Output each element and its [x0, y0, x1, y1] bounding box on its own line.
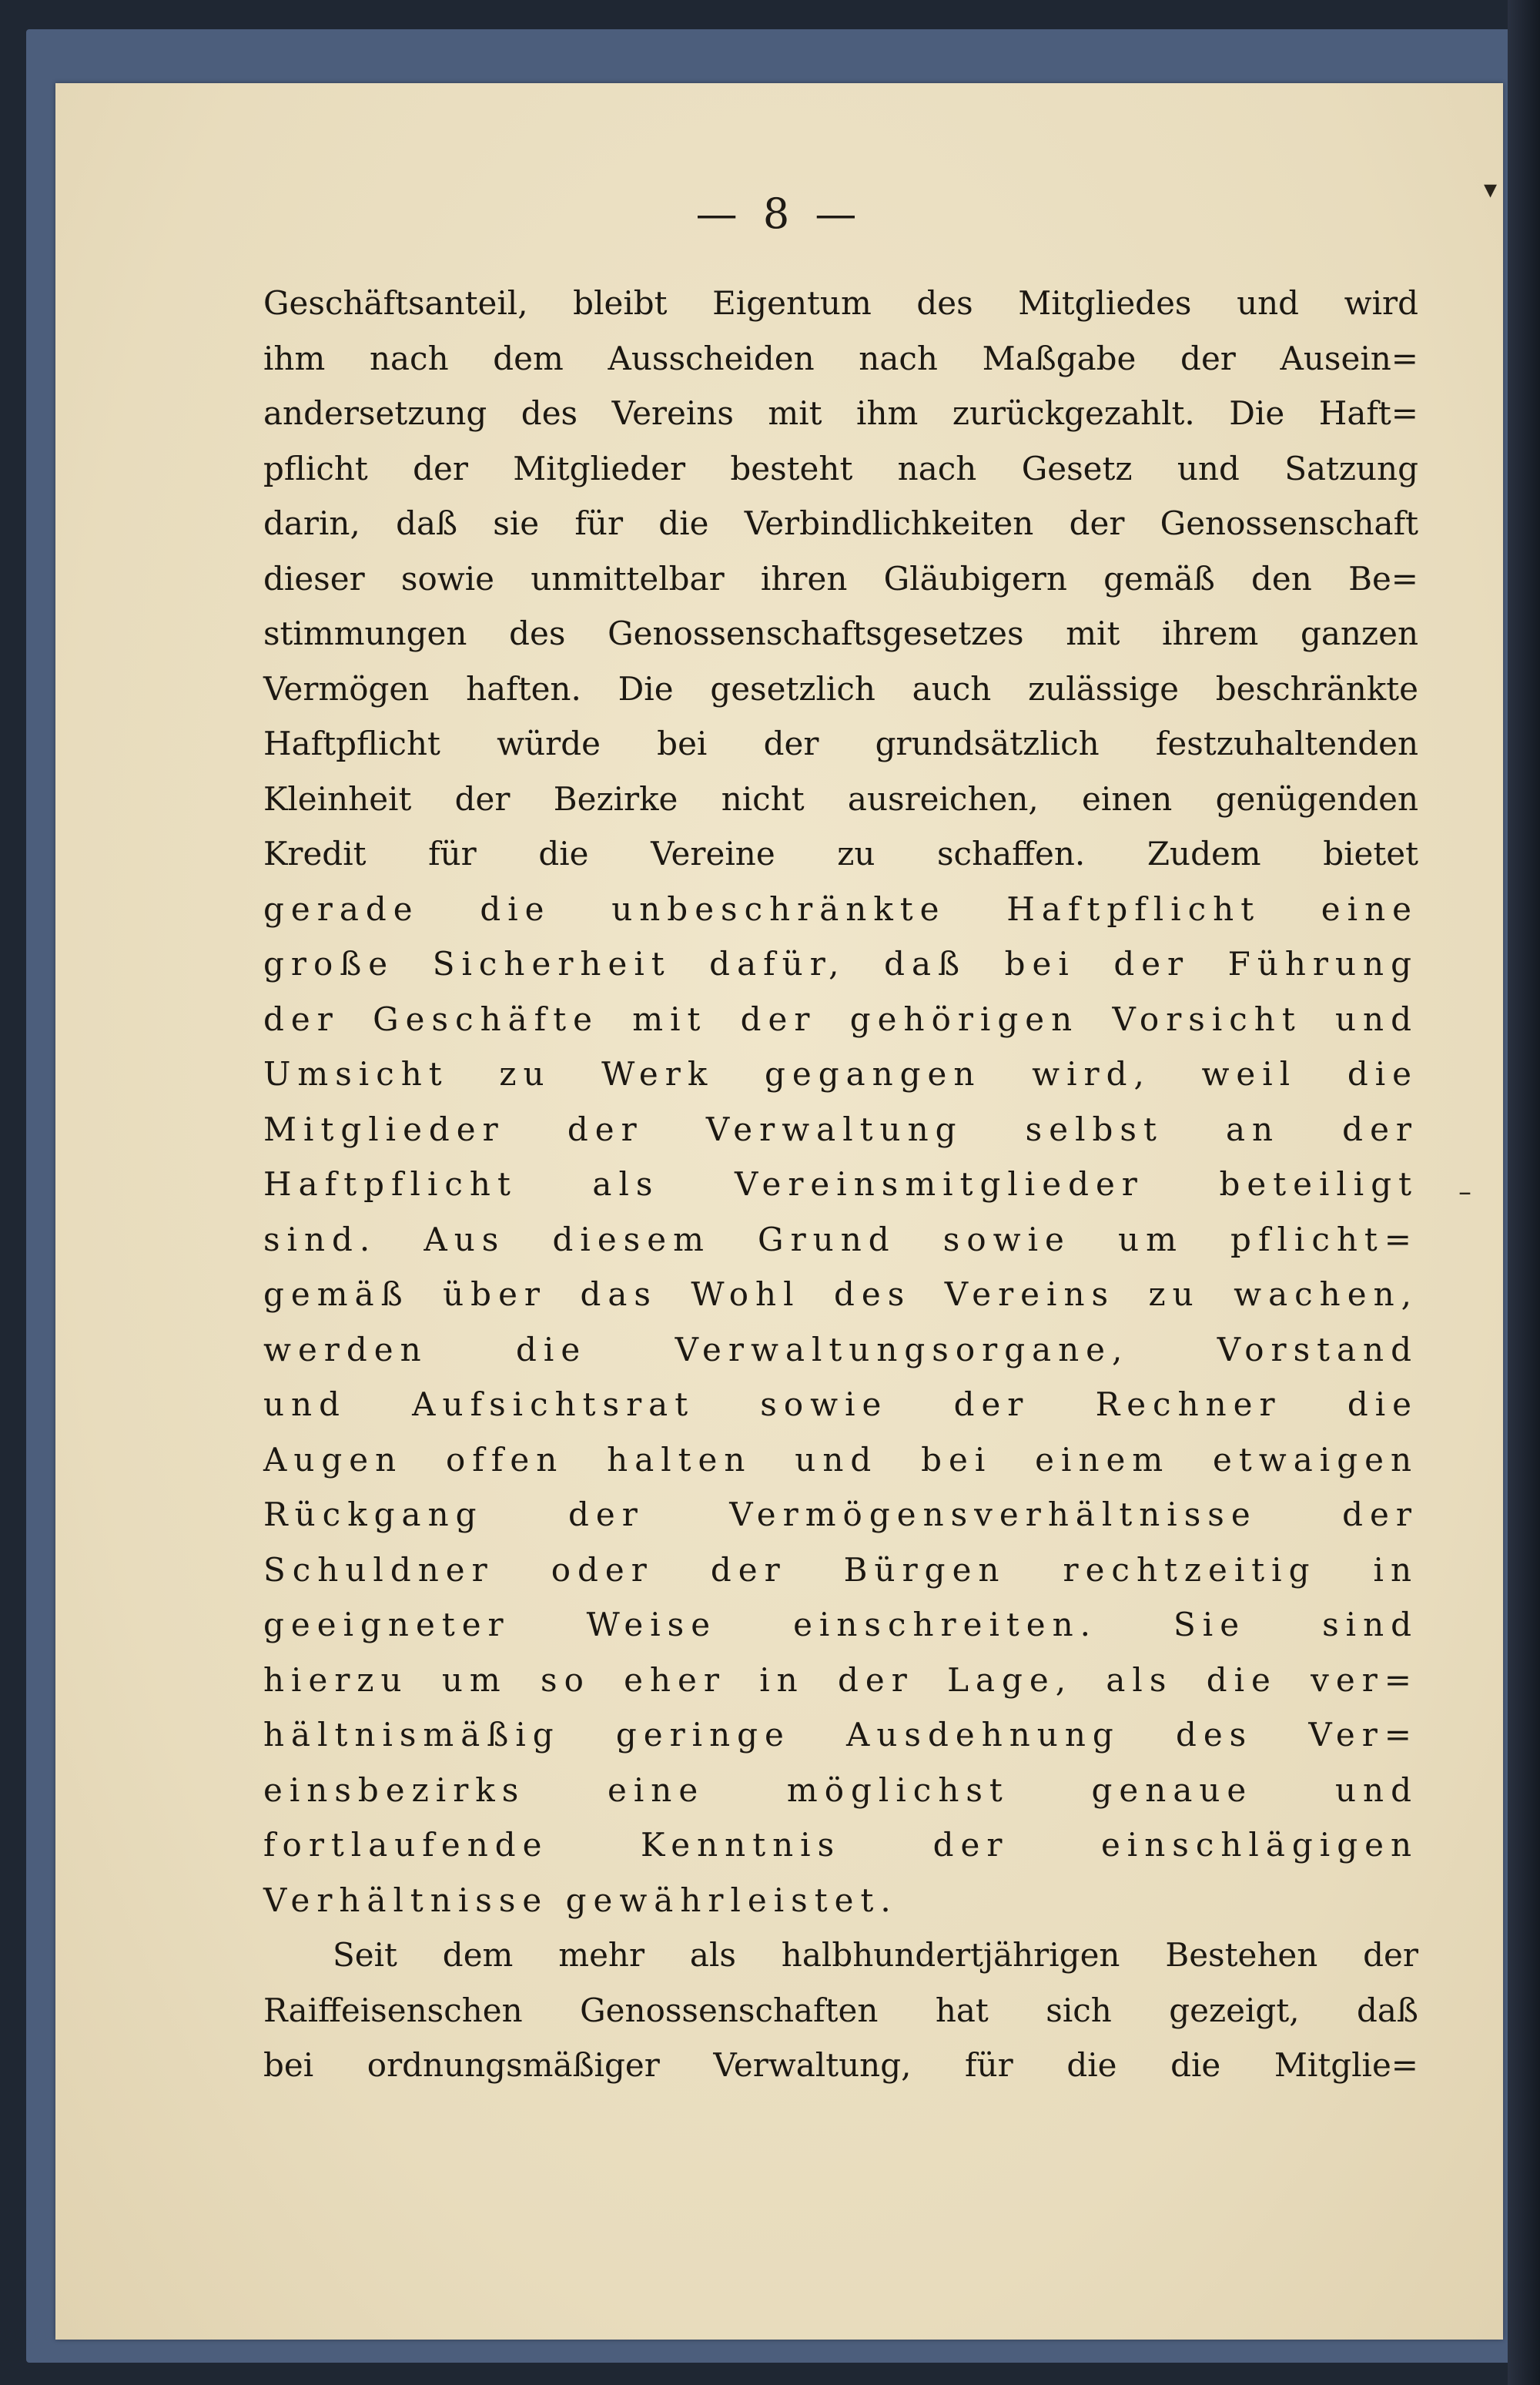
text-line: stimmungen des Genossenschaftsgesetzes mit ihrem ganzen — [263, 615, 1418, 652]
text-line-spaced: Schuldner oder der Bürgen rechtzeitig in — [263, 1550, 1418, 1589]
text-line: dieser sowie unmittelbar ihren Gläubigern gemäß den Be= — [263, 559, 1418, 598]
text-line: Geschäftsanteil, bleibt Eigentum des Mitgliedes und wird — [263, 284, 1418, 322]
page-number: — 8 — — [695, 189, 863, 238]
text-line: pflicht der Mitglieder besteht nach Gesetz und Satzung — [263, 449, 1418, 487]
text-line-spaced: Augen offen halten und bei einem etwaigen — [263, 1440, 1418, 1479]
book-page — [55, 83, 1503, 2340]
text-line: Kleinheit der Bezirke nicht ausreichen, einen genügenden — [263, 779, 1418, 818]
text-line-spaced: geeigneter Weise einschreiten. Sie sind — [263, 1606, 1418, 1643]
text-line-paragraph-end: Verhältnisse gewährleistet. — [263, 1881, 898, 1919]
text-line: Kredit für die Vereine zu schaffen. Zudem bietet — [263, 835, 1418, 873]
body-text — [263, 276, 1418, 2093]
text-line-spaced: gerade die unbeschränkte Haftpflicht eine — [263, 889, 1418, 928]
text-line: ihm nach dem Ausscheiden nach Maßgabe der Ausein= — [263, 339, 1418, 377]
text-line-spaced: Umsicht zu Werk gegangen wird, weil die — [263, 1055, 1418, 1093]
margin-mark-top: ▾ — [1484, 174, 1498, 205]
text-line-spaced: werden die Verwaltungsorgane, Vorstand — [263, 1330, 1418, 1368]
scan-edge — [1508, 0, 1540, 2385]
text-line-spaced: Mitglieder der Verwaltung selbst an der — [263, 1110, 1418, 1148]
margin-mark-middle: – — [1458, 1177, 1471, 1208]
text-line-spaced: hierzu um so eher in der Lage, als die ver= — [263, 1660, 1418, 1699]
text-line-spaced: der Geschäfte mit der gehörigen Vorsicht und — [263, 1000, 1418, 1038]
text-line-paragraph-start: Seit dem mehr als halbhundertjährigen Bestehen der — [333, 1936, 1418, 1974]
text-line-spaced: fortlaufende Kenntnis der einschlägigen — [263, 1826, 1418, 1864]
text-line-spaced: Rückgang der Vermögensverhältnisse der — [263, 1496, 1418, 1533]
text-line: andersetzung des Vereins mit ihm zurückgezahlt. Die Haft= — [263, 394, 1418, 432]
text-line: bei ordnungsmäßiger Verwaltung, für die die Mitglie= — [263, 2046, 1418, 2084]
text-line-spaced: große Sicherheit dafür, daß bei der Führung — [263, 945, 1418, 983]
text-line: Raiffeisenschen Genossenschaften hat sich gezeigt, daß — [263, 1991, 1418, 2029]
text-line-spaced: einsbezirks eine möglichst genaue und — [263, 1770, 1418, 1809]
text-line: Haftpflicht würde bei der grundsätzlich festzuhaltenden — [263, 725, 1418, 762]
text-line-spaced: gemäß über das Wohl des Vereins zu wachen, — [263, 1275, 1418, 1313]
text-line: darin, daß sie für die Verbindlichkeiten der Genossenschaft — [263, 504, 1418, 542]
text-line-spaced: sind. Aus diesem Grund sowie um pflicht= — [263, 1220, 1418, 1258]
text-line: Vermögen haften. Die gesetzlich auch zulässige beschränkte — [263, 669, 1418, 708]
text-line-spaced: Haftpflicht als Vereinsmitglieder beteiligt — [263, 1165, 1418, 1203]
text-line-spaced: hältnismäßig geringe Ausdehnung des Ver= — [263, 1716, 1418, 1754]
text-line-spaced: und Aufsichtsrat sowie der Rechner die — [263, 1385, 1418, 1423]
